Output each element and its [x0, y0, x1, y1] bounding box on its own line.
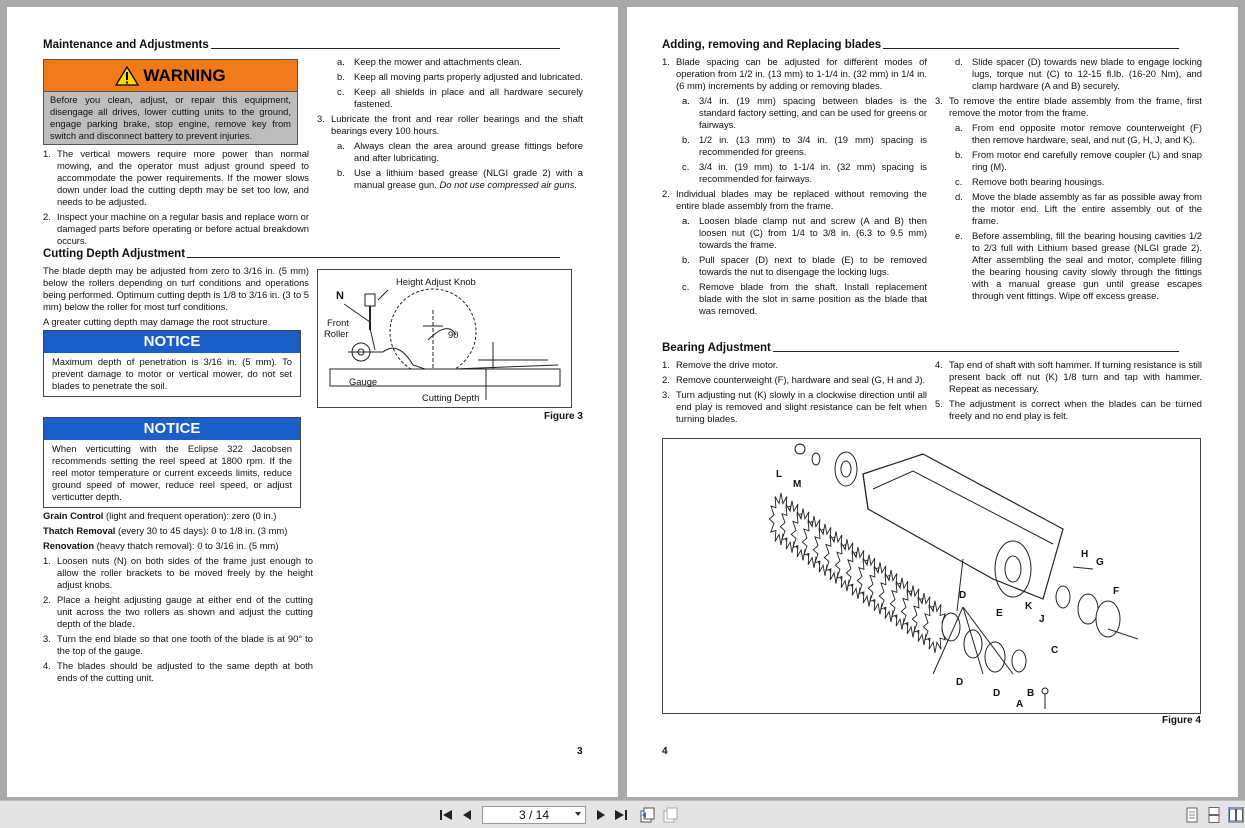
- item-number: 1.: [43, 148, 51, 159]
- first-page-icon: [439, 809, 453, 821]
- item-text: Keep all moving parts properly adjusted and lubricated.: [354, 71, 583, 82]
- item-text: Remove the drive motor.: [676, 359, 779, 370]
- notice-header-1: NOTICE: [44, 331, 300, 353]
- list-item: [662, 56, 927, 92]
- item-number: 1.: [43, 555, 51, 566]
- page-indicator: 3 / 14: [518, 808, 550, 822]
- item-number: d.: [955, 191, 963, 202]
- item-text: Place a height adjusting gauge at either end of the cutting unit across the two rollers as shown and adjust the cutting depth of the blade.: [57, 594, 313, 629]
- item-text: Loosen nuts (N) on both sides of the frame just enough to allow the roller brackets to be moved freely by the height adjust knobs.: [57, 555, 313, 590]
- item-number: 2.: [662, 374, 670, 385]
- list-item: [662, 254, 927, 278]
- item-number: b.: [682, 134, 690, 145]
- item-text: Move the blade assembly as far as possible away from the motor end. Lift the entire assembly out of the frame.: [972, 191, 1202, 226]
- item-text: The blades should be adjusted to the same depth at both ends of the cutting unit.: [57, 660, 313, 683]
- notice-box-2: [43, 417, 301, 508]
- item-text: Turn the end blade so that one tooth of the blade is at 90° to the top of the gauge.: [57, 633, 313, 656]
- item-number: d.: [955, 56, 963, 67]
- figure-4-drawing: [663, 439, 1202, 715]
- item-number: b.: [955, 149, 963, 160]
- list-item: [662, 134, 927, 158]
- page-number-4: 4: [662, 746, 668, 757]
- section-bearing-title: Bearing Adjustment: [662, 342, 1179, 354]
- fig3-label-n: N: [336, 290, 344, 302]
- list-item: [935, 398, 1202, 422]
- list-item: [317, 71, 583, 83]
- page-3: [7, 7, 618, 797]
- list-item: [317, 56, 583, 68]
- item-text: Individual blades may be replaced without removing the entire blade assembly from the frame.: [676, 188, 927, 211]
- warning-text: Before you clean, adjust, or repair this equipment, disengage all drives, lower cutting units to the ground, engage parking brake, stop engine, remove key from switch and disconnect battery to prevent injuries.: [44, 92, 297, 144]
- list-item: [662, 215, 927, 251]
- item-number: 2.: [43, 211, 51, 222]
- previous-page-icon: [462, 809, 472, 821]
- fig4-label-m: M: [793, 479, 802, 490]
- item-text: To remove the entire blade assembly from the frame, first remove the motor from the frame.: [949, 95, 1202, 118]
- figure-3-drawing: [318, 270, 573, 409]
- item-number: 5.: [935, 398, 943, 409]
- renovation: Renovation (heavy thatch removal): 0 to 3/16 in. (5 mm): [43, 540, 279, 551]
- last-page-icon: [614, 809, 628, 821]
- list-item: [662, 281, 927, 317]
- figure-4: [662, 438, 1201, 714]
- figure-3: [317, 269, 572, 408]
- item-number: 3.: [935, 95, 943, 106]
- cutting-paragraph-1: The blade depth may be adjusted from zero to 3/16 in. (5 mm) below the rollers depending on turf conditions and operations being performed. Optimum cutting depth is 1/8 to 3/16 in. (3 to 5 mm) below the roller for most turf conditions.: [43, 265, 309, 312]
- single-page-view-button[interactable]: [1184, 807, 1200, 823]
- first-page-button[interactable]: [438, 807, 454, 823]
- back-view-button[interactable]: [639, 807, 655, 823]
- single-page-icon: [1186, 807, 1198, 823]
- item-text: Loosen blade clamp nut and screw (A and B) then loosen nut (C) from 1/4 to 3/8 in. (6.3 to 9.5 mm) towards the frame.: [699, 215, 927, 250]
- item-number: a.: [337, 56, 345, 67]
- item-number: e.: [955, 230, 963, 241]
- two-page-icon: [1229, 808, 1243, 822]
- fig4-label-h: H: [1081, 549, 1089, 560]
- item-text: 1/2 in. (13 mm) to 3/4 in. (19 mm) spacing is recommended for greens.: [699, 134, 927, 157]
- item-number: b.: [337, 167, 345, 178]
- list-item: [43, 211, 309, 247]
- list-item: [935, 176, 1202, 188]
- item-number: a.: [682, 215, 690, 226]
- next-page-icon: [596, 809, 606, 821]
- item-number: c.: [682, 161, 690, 172]
- list-item: [43, 660, 313, 684]
- item-number: 2.: [662, 188, 670, 199]
- warning-box: [43, 59, 298, 145]
- item-text: Remove both bearing housings.: [972, 176, 1105, 187]
- cutting-text: [43, 265, 309, 331]
- list-item: [662, 95, 927, 131]
- item-text: Inspect your machine on a regular basis and replace worn or damaged parts before operating or before actual breakdown occurs.: [57, 211, 309, 246]
- item-text: Turn adjusting nut (K) slowly in a clockwise direction until all end play is removed and slight resistance can be felt when turning blades.: [676, 389, 927, 424]
- list-item: [317, 86, 583, 110]
- item-text: Use a lithium based grease (NLGI grade 2) with a manual grease gun. Do not use compressed air guns.: [354, 167, 583, 190]
- left-items: [43, 148, 309, 250]
- fig4-label-d-1: D: [959, 590, 967, 601]
- chevron-down-icon: [575, 812, 581, 816]
- item-emphasis: Do not use compressed air guns.: [439, 179, 578, 190]
- list-item: [662, 161, 927, 185]
- item-number: a.: [955, 122, 963, 133]
- continuous-view-button[interactable]: [1206, 807, 1222, 823]
- fig3-label-height-knob: Height Adjust Knob: [396, 276, 476, 287]
- forward-view-icon: [662, 807, 678, 823]
- fig3-label-roller: Roller: [324, 328, 349, 339]
- list-item: [662, 359, 927, 371]
- list-item: [43, 633, 313, 657]
- fig3-label-90: 90: [448, 329, 459, 340]
- item-text: Keep all shields in place and all hardware securely fastened.: [354, 86, 583, 109]
- adjust-steps: [43, 555, 313, 684]
- notice-text-2: When verticutting with the Eclipse 322 Jacobsen recommends setting the reel speed at 1800 rpm. If the reel motor temperature or current exceeds limits, reduce ground speed of mower, reduce reel speed, or adjust verticutter depth.: [52, 443, 292, 502]
- warning-triangle-icon: [115, 66, 139, 86]
- list-item: [935, 122, 1202, 146]
- item-number: 4.: [935, 359, 943, 370]
- blades-left: [662, 56, 927, 320]
- right-items: [317, 56, 583, 194]
- figure-3-caption: Figure 3: [544, 411, 583, 422]
- back-view-icon: [639, 807, 655, 823]
- notice-box-1: [43, 330, 301, 397]
- item-number: 3.: [43, 633, 51, 644]
- fig4-label-a: A: [1016, 699, 1024, 710]
- item-text: Remove counterweight (F), hardware and seal (G, H and J).: [676, 374, 926, 385]
- item-number: c.: [337, 86, 345, 97]
- forward-view-button[interactable]: [662, 807, 678, 823]
- cutting-paragraph-2: A greater cutting depth may damage the root structure.: [43, 316, 271, 327]
- fig4-label-e: E: [996, 608, 1003, 619]
- fig4-label-f: F: [1113, 586, 1120, 597]
- list-item: [317, 140, 583, 164]
- item-number: c.: [682, 281, 690, 292]
- page-number-3: 3: [577, 746, 583, 757]
- list-item: [317, 113, 583, 137]
- list-item: [662, 374, 927, 386]
- list-item: [935, 56, 1202, 92]
- fig3-label-cutting-depth: Cutting Depth: [422, 392, 480, 403]
- list-item: [43, 148, 309, 208]
- item-number: b.: [337, 71, 345, 82]
- item-number: 3.: [317, 113, 325, 124]
- viewer-toolbar: [0, 800, 1245, 828]
- fig4-label-d-2: D: [956, 677, 964, 688]
- notice-text-1: Maximum depth of penetration is 3/16 in. (5 mm). To prevent damage to motor or vertical mower, do not set blades to penetrate the soil.: [52, 356, 292, 391]
- section-cutting-depth-title: Cutting Depth Adjustment: [43, 248, 560, 260]
- page-4: [627, 7, 1238, 797]
- last-page-button[interactable]: [613, 807, 629, 823]
- previous-page-button[interactable]: [459, 807, 475, 823]
- item-text: The adjustment is correct when the blades can be turned freely and no end play is felt.: [949, 398, 1202, 421]
- item-number: 4.: [43, 660, 51, 671]
- item-text: Before assembling, fill the bearing housing cavities 1/2 to 2/3 full with Lithium based grease (NLGI grade 2). After assembling the seal and motor, complete filling the bearing housing cavity slowly through the fittings with a manual grease gun until grease escapes through vent fittings. Wipe off excess grease.: [972, 230, 1202, 301]
- section-maintenance-title: Maintenance and Adjustments: [43, 39, 560, 51]
- bearing-right: [935, 359, 1202, 425]
- list-item: [935, 95, 1202, 119]
- item-number: 3.: [662, 389, 670, 400]
- item-text: Pull spacer (D) next to blade (E) to be removed towards the nut to disengage the locking lugs.: [699, 254, 927, 277]
- list-item: [935, 359, 1202, 395]
- list-item: [662, 188, 927, 212]
- item-number: a.: [337, 140, 345, 151]
- section-blades-title: Adding, removing and Replacing blades: [662, 39, 1179, 51]
- notice-header-2: NOTICE: [44, 418, 300, 440]
- item-text: 3/4 in. (19 mm) to 1-1/4 in. (32 mm) spacing is recommended for fairways.: [699, 161, 927, 184]
- item-text: Tap end of shaft with soft hammer. If turning resistance is still present back off nut (K) 1/8 turn and tap with hammer. Repeat as necessary.: [949, 359, 1202, 394]
- list-item: [935, 191, 1202, 227]
- item-number: 2.: [43, 594, 51, 605]
- item-text: Lubricate the front and rear roller bearings and the shaft bearings every 100 hours.: [331, 113, 583, 136]
- list-item: [935, 230, 1202, 302]
- item-number: a.: [682, 95, 690, 106]
- fig4-label-b: B: [1027, 688, 1035, 699]
- item-number: 1.: [662, 56, 670, 67]
- fig4-label-d-3: D: [993, 688, 1001, 699]
- item-text: From end opposite motor remove counterweight (F) then remove hardware, seal, and nut (G, H, J, and K).: [972, 122, 1202, 145]
- item-text: From motor end carefully remove coupler (L) and snap ring (M).: [972, 149, 1202, 172]
- item-text: Keep the mower and attachments clean.: [354, 56, 522, 67]
- list-item: [43, 555, 313, 591]
- fig4-label-c: C: [1051, 645, 1059, 656]
- adjustment-modes: [43, 510, 313, 687]
- item-number: b.: [682, 254, 690, 265]
- list-item: [662, 389, 927, 425]
- item-text: Blade spacing can be adjusted for different modes of operation from 1/2 in. (13 mm) to 1-1/4 in. (32 mm) in 1/4 in. (6 mm) increments by adding or removing blades.: [676, 56, 927, 91]
- item-text: Slide spacer (D) towards new blade to engage locking lugs, torque nut (C) to 12-15 fl.lb. (16-20 Nm), and clamp hardware (A and B) securely.: [972, 56, 1202, 91]
- next-page-button[interactable]: [593, 807, 609, 823]
- item-number: c.: [955, 176, 963, 187]
- fig4-label-k: K: [1025, 601, 1033, 612]
- item-text: Always clean the area around grease fittings before and after lubricating.: [354, 140, 583, 163]
- blades-right: [935, 56, 1202, 305]
- warning-header: WARNING: [44, 60, 297, 92]
- bearing-left: [662, 359, 927, 428]
- thatch-removal: Thatch Removal (every 30 to 45 days): 0 to 1/8 in. (3 mm): [43, 525, 288, 536]
- page-number-input[interactable]: [482, 806, 586, 824]
- fig4-label-j: J: [1039, 614, 1045, 625]
- two-page-view-button[interactable]: [1228, 807, 1244, 823]
- item-text: The vertical mowers require more power than normal mowing, and the operator must adjust ground speed to accommodate the power requirements. If the mower slows down under load the cutting depth may be set too low, and needs to be adjusted.: [57, 148, 309, 207]
- item-text: 3/4 in. (19 mm) spacing between blades is the standard factory setting, and can be used for greens or fairways.: [699, 95, 927, 130]
- item-text: Remove blade from the shaft. Install replacement blade with the slot in same position as the blade that was removed.: [699, 281, 927, 316]
- continuous-page-icon: [1208, 807, 1220, 823]
- fig3-label-front: Front: [327, 317, 349, 328]
- item-number: 1.: [662, 359, 670, 370]
- fig3-label-gauge: Gauge: [349, 376, 378, 387]
- list-item: [317, 167, 583, 191]
- fig4-label-g: G: [1096, 557, 1104, 568]
- grain-control: Grain Control (light and frequent operation): zero (0 in.): [43, 510, 277, 521]
- list-item: [43, 594, 313, 630]
- list-item: [935, 149, 1202, 173]
- figure-4-caption: Figure 4: [1162, 715, 1201, 726]
- fig4-label-l: L: [776, 469, 783, 480]
